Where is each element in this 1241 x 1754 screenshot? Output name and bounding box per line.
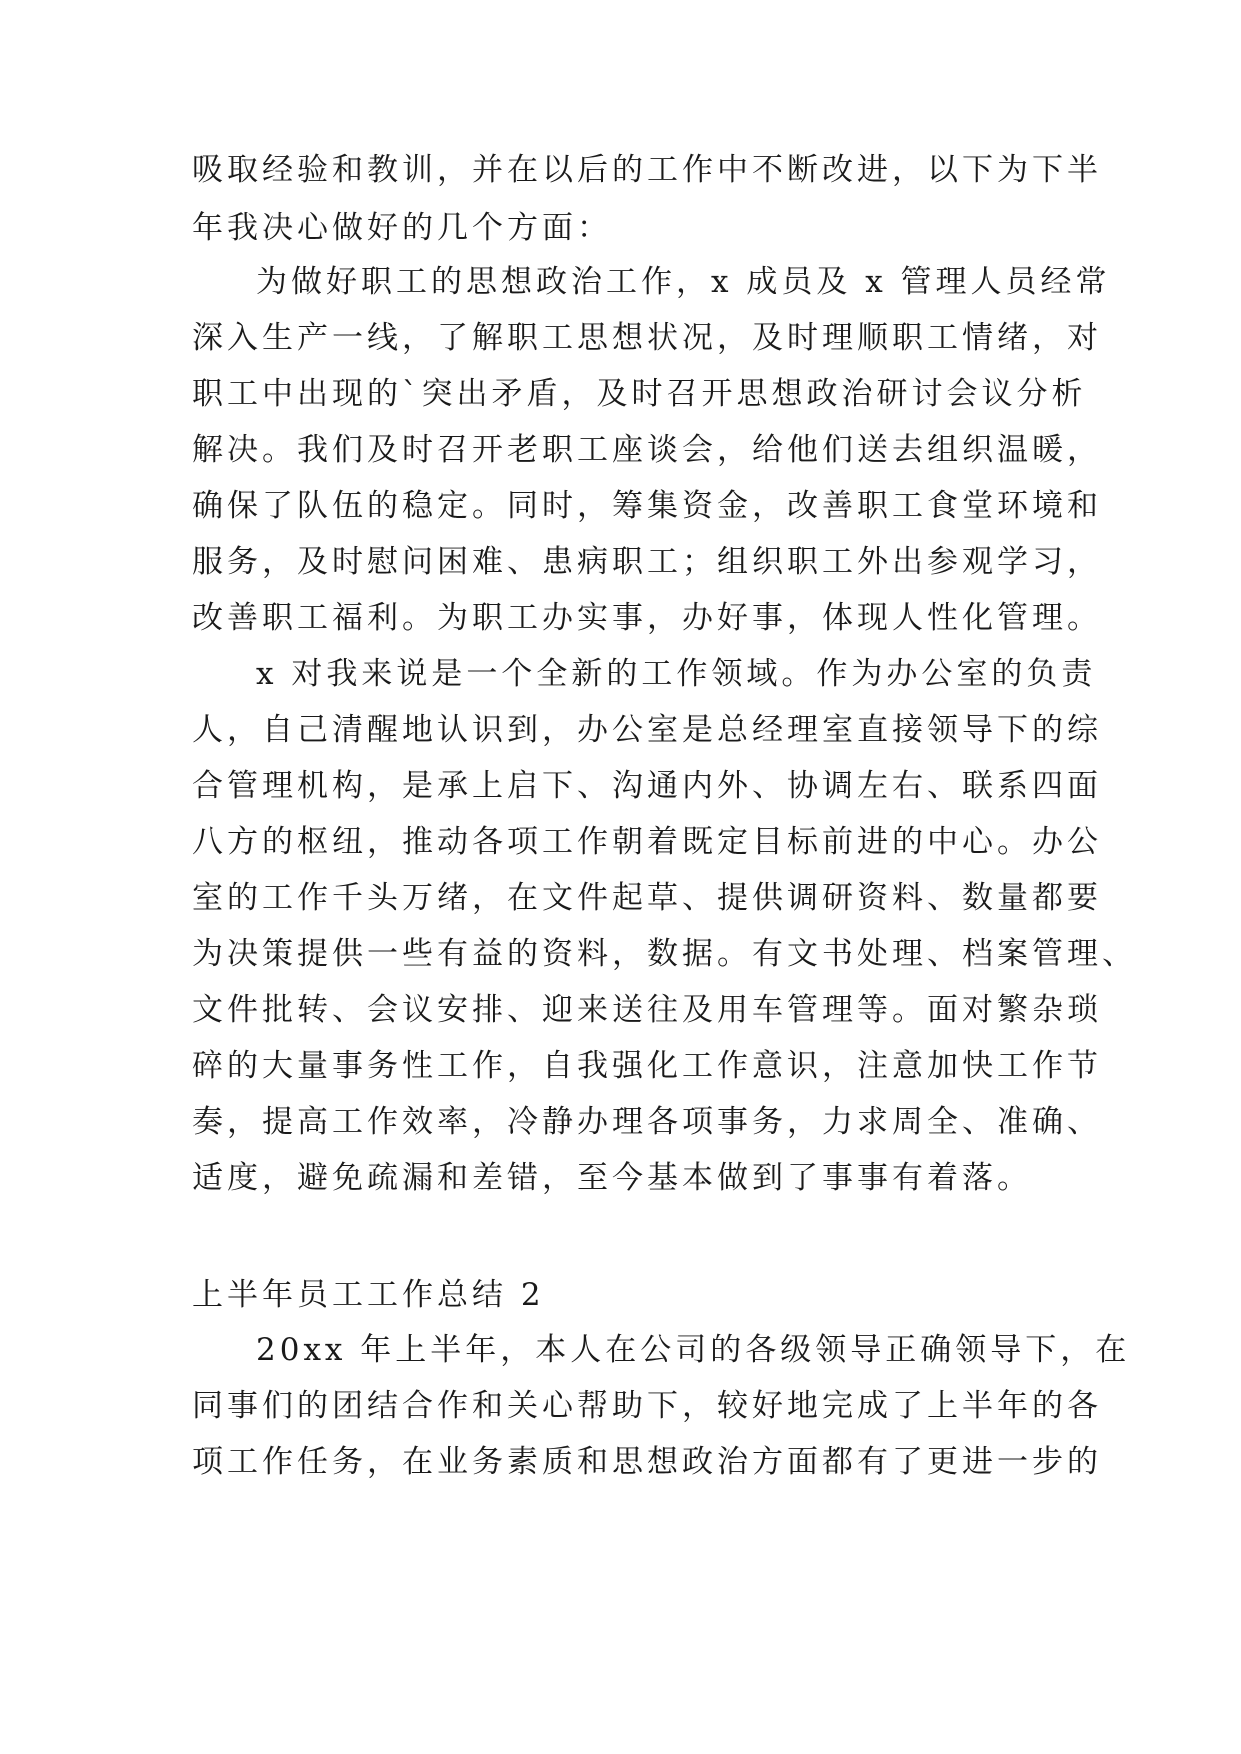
text-line: 改善职工福利。为职工办实事，办好事，体现人性化管理。 (192, 600, 1102, 636)
text-line: 解决。我们及时召开老职工座谈会，给他们送去组织温暖， (192, 432, 1102, 468)
text-line: 碎的大量事务性工作，自我强化工作意识，注意加快工作节 (192, 1048, 1102, 1084)
text-line: 职工中出现的`突出矛盾，及时召开思想政治研讨会议分析 (192, 376, 1087, 412)
paragraph-first-line: 为做好职工的思想政治工作，x 成员及 x 管理人员经常 (256, 264, 1111, 300)
paragraph-first-line: 20xx 年上半年，本人在公司的各级领导正确领导下，在 (256, 1332, 1131, 1368)
text-line: 为决策提供一些有益的资料，数据。有文书处理、档案管理、 (192, 936, 1137, 972)
text-line: 服务，及时慰问困难、患病职工；组织职工外出参观学习， (192, 544, 1102, 580)
text-line: 适度，避免疏漏和差错，至今基本做到了事事有着落。 (192, 1160, 1032, 1196)
paragraph-first-line: x 对我来说是一个全新的工作领域。作为办公室的负责 (256, 656, 1097, 692)
text-line: 室的工作千头万绪，在文件起草、提供调研资料、数量都要 (192, 880, 1102, 916)
text-line: 八方的枢纽，推动各项工作朝着既定目标前进的中心。办公 (192, 824, 1102, 860)
text-line: 同事们的团结合作和关心帮助下，较好地完成了上半年的各 (192, 1388, 1102, 1424)
text-line: 人，自己清醒地认识到，办公室是总经理室直接领导下的综 (192, 712, 1102, 748)
text-line: 合管理机构，是承上启下、沟通内外、协调左右、联系四面 (192, 768, 1102, 804)
text-line: 吸取经验和教训，并在以后的工作中不断改进，以下为下半 (192, 152, 1102, 188)
text-line: 确保了队伍的稳定。同时，筹集资金，改善职工食堂环境和 (192, 488, 1102, 524)
text-line: 文件批转、会议安排、迎来送往及用车管理等。面对繁杂琐 (192, 992, 1102, 1028)
text-line: 深入生产一线，了解职工思想状况，及时理顺职工情绪，对 (192, 320, 1102, 356)
text-line: 奏，提高工作效率，冷静办理各项事务，力求周全、准确、 (192, 1104, 1102, 1140)
section-heading: 上半年员工工作总结 2 (192, 1277, 545, 1313)
text-line: 项工作任务，在业务素质和思想政治方面都有了更进一步的 (192, 1444, 1102, 1480)
text-line: 年我决心做好的几个方面： (192, 210, 612, 246)
